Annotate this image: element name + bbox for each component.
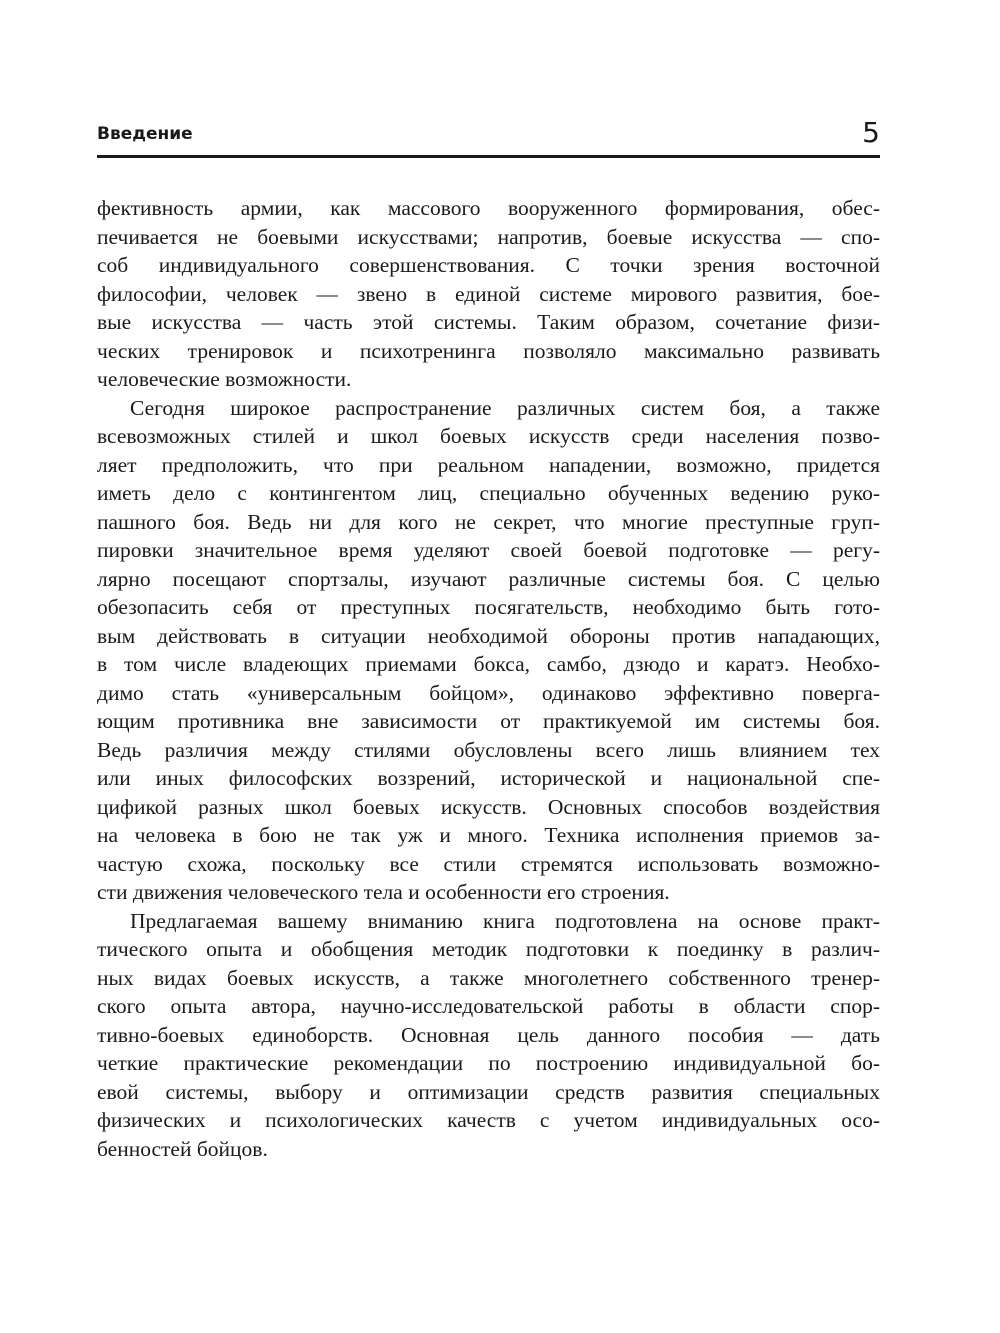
text-line: человеческие возможности. xyxy=(97,367,352,391)
text-line: ского опыта автора, научно-исследовательской работы в области спор- xyxy=(97,994,880,1018)
text-line: частую схожа, поскольку все стили стремятся использовать возможно- xyxy=(97,851,880,876)
text-line: тивно-боевых единоборств. Основная цель данного пособия — дать xyxy=(97,1022,880,1047)
text-line: ющим противника вне зависимости от практикуемой им системы боя. xyxy=(97,709,880,733)
text-line: ческих тренировок и психотренинга позволяло максимально развивать xyxy=(97,338,880,363)
paragraph-3 xyxy=(97,907,880,1164)
body-text xyxy=(97,194,880,1163)
text-line: физических и психологических качеств с учетом индивидуальных осо- xyxy=(97,1108,880,1132)
text-line: тического опыта и обобщения методик подготовки к поединку в различ- xyxy=(97,937,880,961)
paragraph-1 xyxy=(97,194,880,394)
section-title: Введение xyxy=(97,124,193,144)
text-line: Сегодня широкое распространение различных систем боя, а также xyxy=(130,395,880,420)
text-line: пировки значительное время уделяют своей боевой подготовке — регу- xyxy=(97,538,880,562)
text-line: Ведь различия между стилями обусловлены всего лишь влиянием тех xyxy=(97,737,880,762)
text-line: ляет предположить, что при реальном нападении, возможно, придется xyxy=(97,452,880,477)
text-line: бенностей бойцов. xyxy=(97,1136,268,1161)
text-line: или иных философских воззрений, исторической и национальной спе- xyxy=(97,766,880,790)
paragraph-2 xyxy=(97,394,880,907)
text-line: соб индивидуального совершенствования. С точки зрения восточной xyxy=(97,253,880,277)
page-number: 5 xyxy=(862,116,880,149)
text-line: димо стать «универсальным бойцом», одинаково эффективно поверга- xyxy=(97,680,880,705)
text-line: иметь дело с контингентом лиц, специально обученных ведению руко- xyxy=(97,481,880,505)
text-line: Предлагаемая вашему вниманию книга подготовлена на основе практ- xyxy=(130,908,880,933)
text-line: четкие практические рекомендации по построению индивидуальной бо- xyxy=(97,1051,880,1075)
text-line: евой системы, выбору и оптимизации средств развития специальных xyxy=(97,1079,880,1104)
text-line: философии, человек — звено в единой системе мирового развития, бое- xyxy=(97,281,880,306)
text-line: печивается не боевыми искусствами; напротив, боевые искусства — спо- xyxy=(97,224,880,249)
text-line: пашного боя. Ведь ни для кого не секрет, что многие преступные груп- xyxy=(97,509,880,534)
text-line: цификой разных школ боевых искусств. Основных способов воздействия xyxy=(97,794,880,819)
running-header xyxy=(97,114,880,156)
text-line: сти движения человеческого тела и особенности его строения. xyxy=(97,880,670,904)
text-line: на человека в бою не так уж и много. Техника исполнения приемов за- xyxy=(97,823,880,847)
text-line: лярно посещают спортзалы, изучают различные системы боя. С целью xyxy=(97,566,880,591)
text-line: обезопасить себя от преступных посягательств, необходимо быть гото- xyxy=(97,595,880,619)
text-line: вым действовать в ситуации необходимой обороны против нападающих, xyxy=(97,623,880,648)
text-line: вые искусства — часть этой системы. Таким образом, сочетание физи- xyxy=(97,310,880,334)
text-line: всевозможных стилей и школ боевых искусств среди населения позво- xyxy=(97,424,880,448)
text-line: фективность армии, как массового вооруженного формирования, обес- xyxy=(97,196,880,220)
text-line: в том числе владеющих приемами бокса, самбо, дзюдо и каратэ. Необхо- xyxy=(97,652,880,676)
text-line: ных видах боевых искусств, а также многолетнего собственного тренер- xyxy=(97,965,880,990)
header-rule xyxy=(97,155,880,158)
